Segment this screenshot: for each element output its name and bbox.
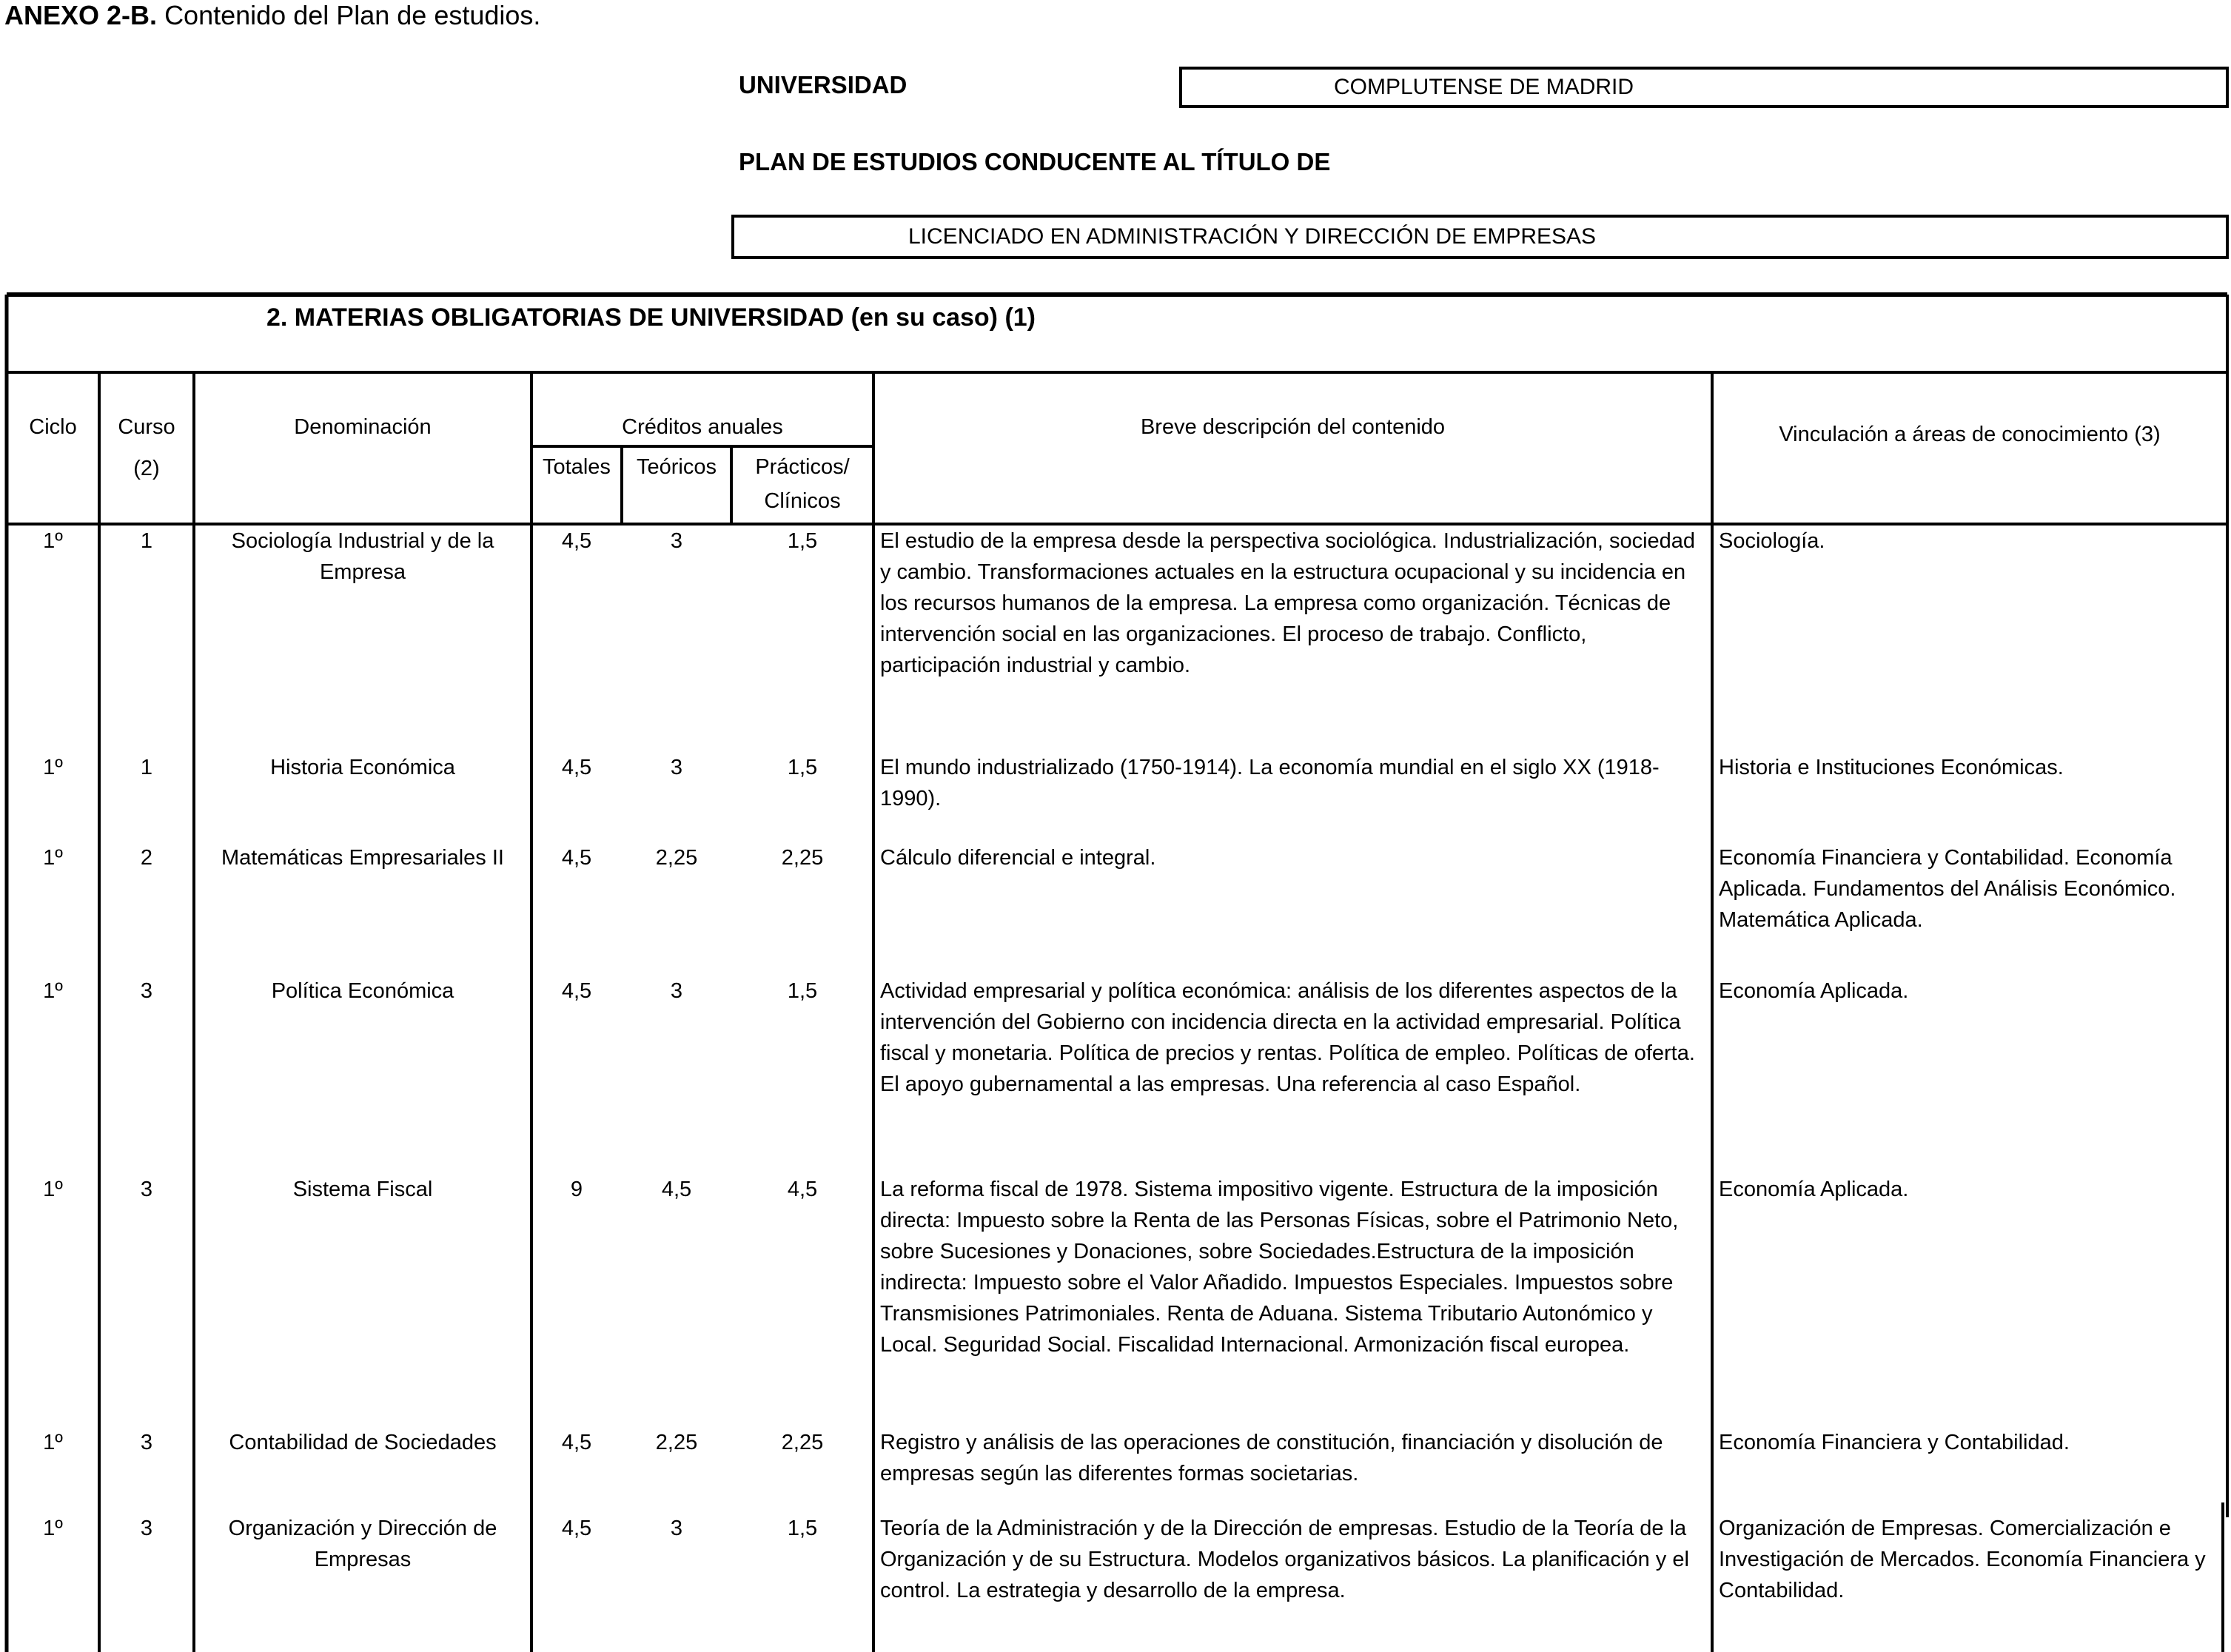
row-denominacion: Sociología Industrial y de la Empresa bbox=[231, 529, 494, 584]
university-label: UNIVERSIDAD bbox=[739, 71, 908, 98]
row-totales: 4,5 bbox=[561, 756, 592, 779]
row-totales: 4,5 bbox=[561, 529, 592, 553]
university-value: COMPLUTENSE DE MADRID bbox=[1334, 75, 1634, 99]
row-vinculacion: Organización de Empresas. Comercialización e Investigación de Mercados. Economía Financiera y Contabilidad. bbox=[1719, 1517, 2206, 1602]
row-descripcion: Actividad empresarial y política económica: análisis de los diferentes aspectos de la intervención del Gobierno con incidencia directa en la actividad empresarial. Política fiscal y monetaria. Política de precios y rentas. Política de empleo. Políticas de oferta. El apoyo gubernamental a las empresas. Una referencia al caso Español. bbox=[880, 979, 1695, 1096]
row-practicos: 4,5 bbox=[787, 1178, 818, 1201]
row-descripcion: El mundo industrializado (1750-1914). La economía mundial en el siglo XX (1918-1990). bbox=[880, 756, 1660, 810]
row-totales: 4,5 bbox=[561, 1431, 592, 1454]
row-ciclo: 1º bbox=[43, 756, 63, 779]
col-header-teoricos: Teóricos bbox=[637, 455, 717, 479]
row-ciclo: 1º bbox=[43, 529, 63, 553]
row-descripcion: El estudio de la empresa desde la perspectiva sociológica. Industrialización, sociedad y cambio. Transformaciones actuales en la estructura ocupacional y su incidencia en los recursos humanos de la empresa. La empresa como organización. Técnicas de intervención social en las organizaciones. El proceso de trabajo. Conflicto, participación industrial y cambio. bbox=[880, 529, 1696, 677]
row-denominacion: Sistema Fiscal bbox=[292, 1178, 433, 1201]
row-teoricos: 3 bbox=[670, 529, 683, 553]
section-title: 2. MATERIAS OBLIGATORIAS DE UNIVERSIDAD (en su caso) (1) bbox=[266, 303, 1036, 332]
row-practicos: 1,5 bbox=[787, 756, 818, 779]
row-denominacion: Organización y Dirección de Empresas bbox=[228, 1517, 497, 1571]
row-curso: 3 bbox=[140, 1178, 153, 1201]
row-ciclo: 1º bbox=[43, 1431, 63, 1454]
row-teoricos: 3 bbox=[670, 979, 683, 1003]
row-totales: 4,5 bbox=[561, 846, 592, 870]
row-teoricos: 4,5 bbox=[661, 1178, 692, 1201]
col-header-ciclo: Ciclo bbox=[29, 415, 77, 439]
col-header-curso: Curso bbox=[118, 415, 175, 439]
row-practicos: 1,5 bbox=[787, 979, 818, 1003]
row-denominacion: Política Económica bbox=[271, 979, 454, 1003]
row-ciclo: 1º bbox=[43, 846, 63, 870]
col-header-practicos: Prácticos/ bbox=[755, 455, 850, 479]
row-teoricos: 2,25 bbox=[655, 846, 698, 870]
row-practicos: 1,5 bbox=[787, 529, 818, 553]
row-curso: 2 bbox=[140, 846, 153, 870]
row-vinculacion: Economía Financiera y Contabilidad. bbox=[1719, 1431, 2070, 1454]
row-descripcion: Registro y análisis de las operaciones de constitución, financiación y disolución de empresas según las diferentes formas societarias. bbox=[880, 1431, 1663, 1485]
row-teoricos: 3 bbox=[670, 756, 683, 779]
row-descripcion: Teoría de la Administración y de la Dirección de empresas. Estudio de la Teoría de la Organización y de su Estructura. Modelos organizativos básicos. La planificación y el control. La estrategia y desarrollo de la empresa. bbox=[880, 1517, 1689, 1602]
row-ciclo: 1º bbox=[43, 1178, 63, 1201]
row-descripcion: Cálculo diferencial e integral. bbox=[880, 846, 1156, 870]
row-vinculacion: Economía Aplicada. bbox=[1719, 979, 1909, 1003]
row-curso: 3 bbox=[140, 1431, 153, 1454]
row-denominacion: Matemáticas Empresariales II bbox=[221, 846, 504, 870]
row-vinculacion: Economía Financiera y Contabilidad. Economía Aplicada. Fundamentos del Análisis Económico. Matemática Aplicada. bbox=[1719, 846, 2176, 932]
col-header-clinicos: Clínicos bbox=[764, 489, 841, 513]
row-teoricos: 2,25 bbox=[655, 1431, 698, 1454]
row-totales: 9 bbox=[570, 1178, 583, 1201]
col-header-creditos: Créditos anuales bbox=[622, 415, 783, 439]
row-ciclo: 1º bbox=[43, 979, 63, 1003]
plan-label: PLAN DE ESTUDIOS CONDUCENTE AL TÍTULO DE bbox=[739, 148, 1331, 175]
annex-label: ANEXO 2-B. bbox=[4, 0, 158, 30]
row-practicos: 2,25 bbox=[781, 846, 824, 870]
row-vinculacion: Historia e Instituciones Económicas. bbox=[1719, 756, 2064, 779]
degree-title-value: LICENCIADO EN ADMINISTRACIÓN Y DIRECCIÓN DE EMPRESAS bbox=[908, 224, 1597, 249]
row-teoricos: 3 bbox=[670, 1517, 683, 1540]
col-header-totales: Totales bbox=[543, 455, 611, 479]
row-denominacion: Contabilidad de Sociedades bbox=[229, 1431, 497, 1454]
row-vinculacion: Economía Aplicada. bbox=[1719, 1178, 1909, 1201]
row-descripcion: La reforma fiscal de 1978. Sistema impositivo vigente. Estructura de la imposición directa: Impuesto sobre la Renta de las Personas Físicas, sobre el Patrimonio Neto, sobre Sucesiones y Donaciones, sobre Sociedades.Estructura de la imposición indirecta: Impuesto sobre el Valor Añadido. Impuestos Especiales. Impuestos sobre Transmisiones Patrimoniales. Renta de Aduana. Sistema Tributario Autonómico y Local. Seguridad Social. Fiscalidad Internacional. Armonización fiscal europea. bbox=[880, 1178, 1679, 1357]
row-practicos: 2,25 bbox=[781, 1431, 824, 1454]
col-header-descripcion: Breve descripción del contenido bbox=[1140, 415, 1446, 439]
row-curso: 1 bbox=[140, 529, 153, 553]
row-curso: 3 bbox=[140, 1517, 153, 1540]
row-vinculacion: Sociología. bbox=[1719, 529, 1825, 553]
row-ciclo: 1º bbox=[43, 1517, 63, 1540]
row-totales: 4,5 bbox=[561, 979, 592, 1003]
row-totales: 4,5 bbox=[561, 1517, 592, 1540]
row-practicos: 1,5 bbox=[787, 1517, 818, 1540]
annex-text: Contenido del Plan de estudios. bbox=[164, 0, 541, 30]
col-header-curso-note: (2) bbox=[133, 457, 160, 480]
col-header-vinculacion: Vinculación a áreas de conocimiento (3) bbox=[1779, 423, 2161, 446]
row-denominacion: Historia Económica bbox=[270, 756, 455, 779]
row-curso: 3 bbox=[140, 979, 153, 1003]
row-curso: 1 bbox=[140, 756, 153, 779]
col-header-denominacion: Denominación bbox=[294, 415, 432, 439]
